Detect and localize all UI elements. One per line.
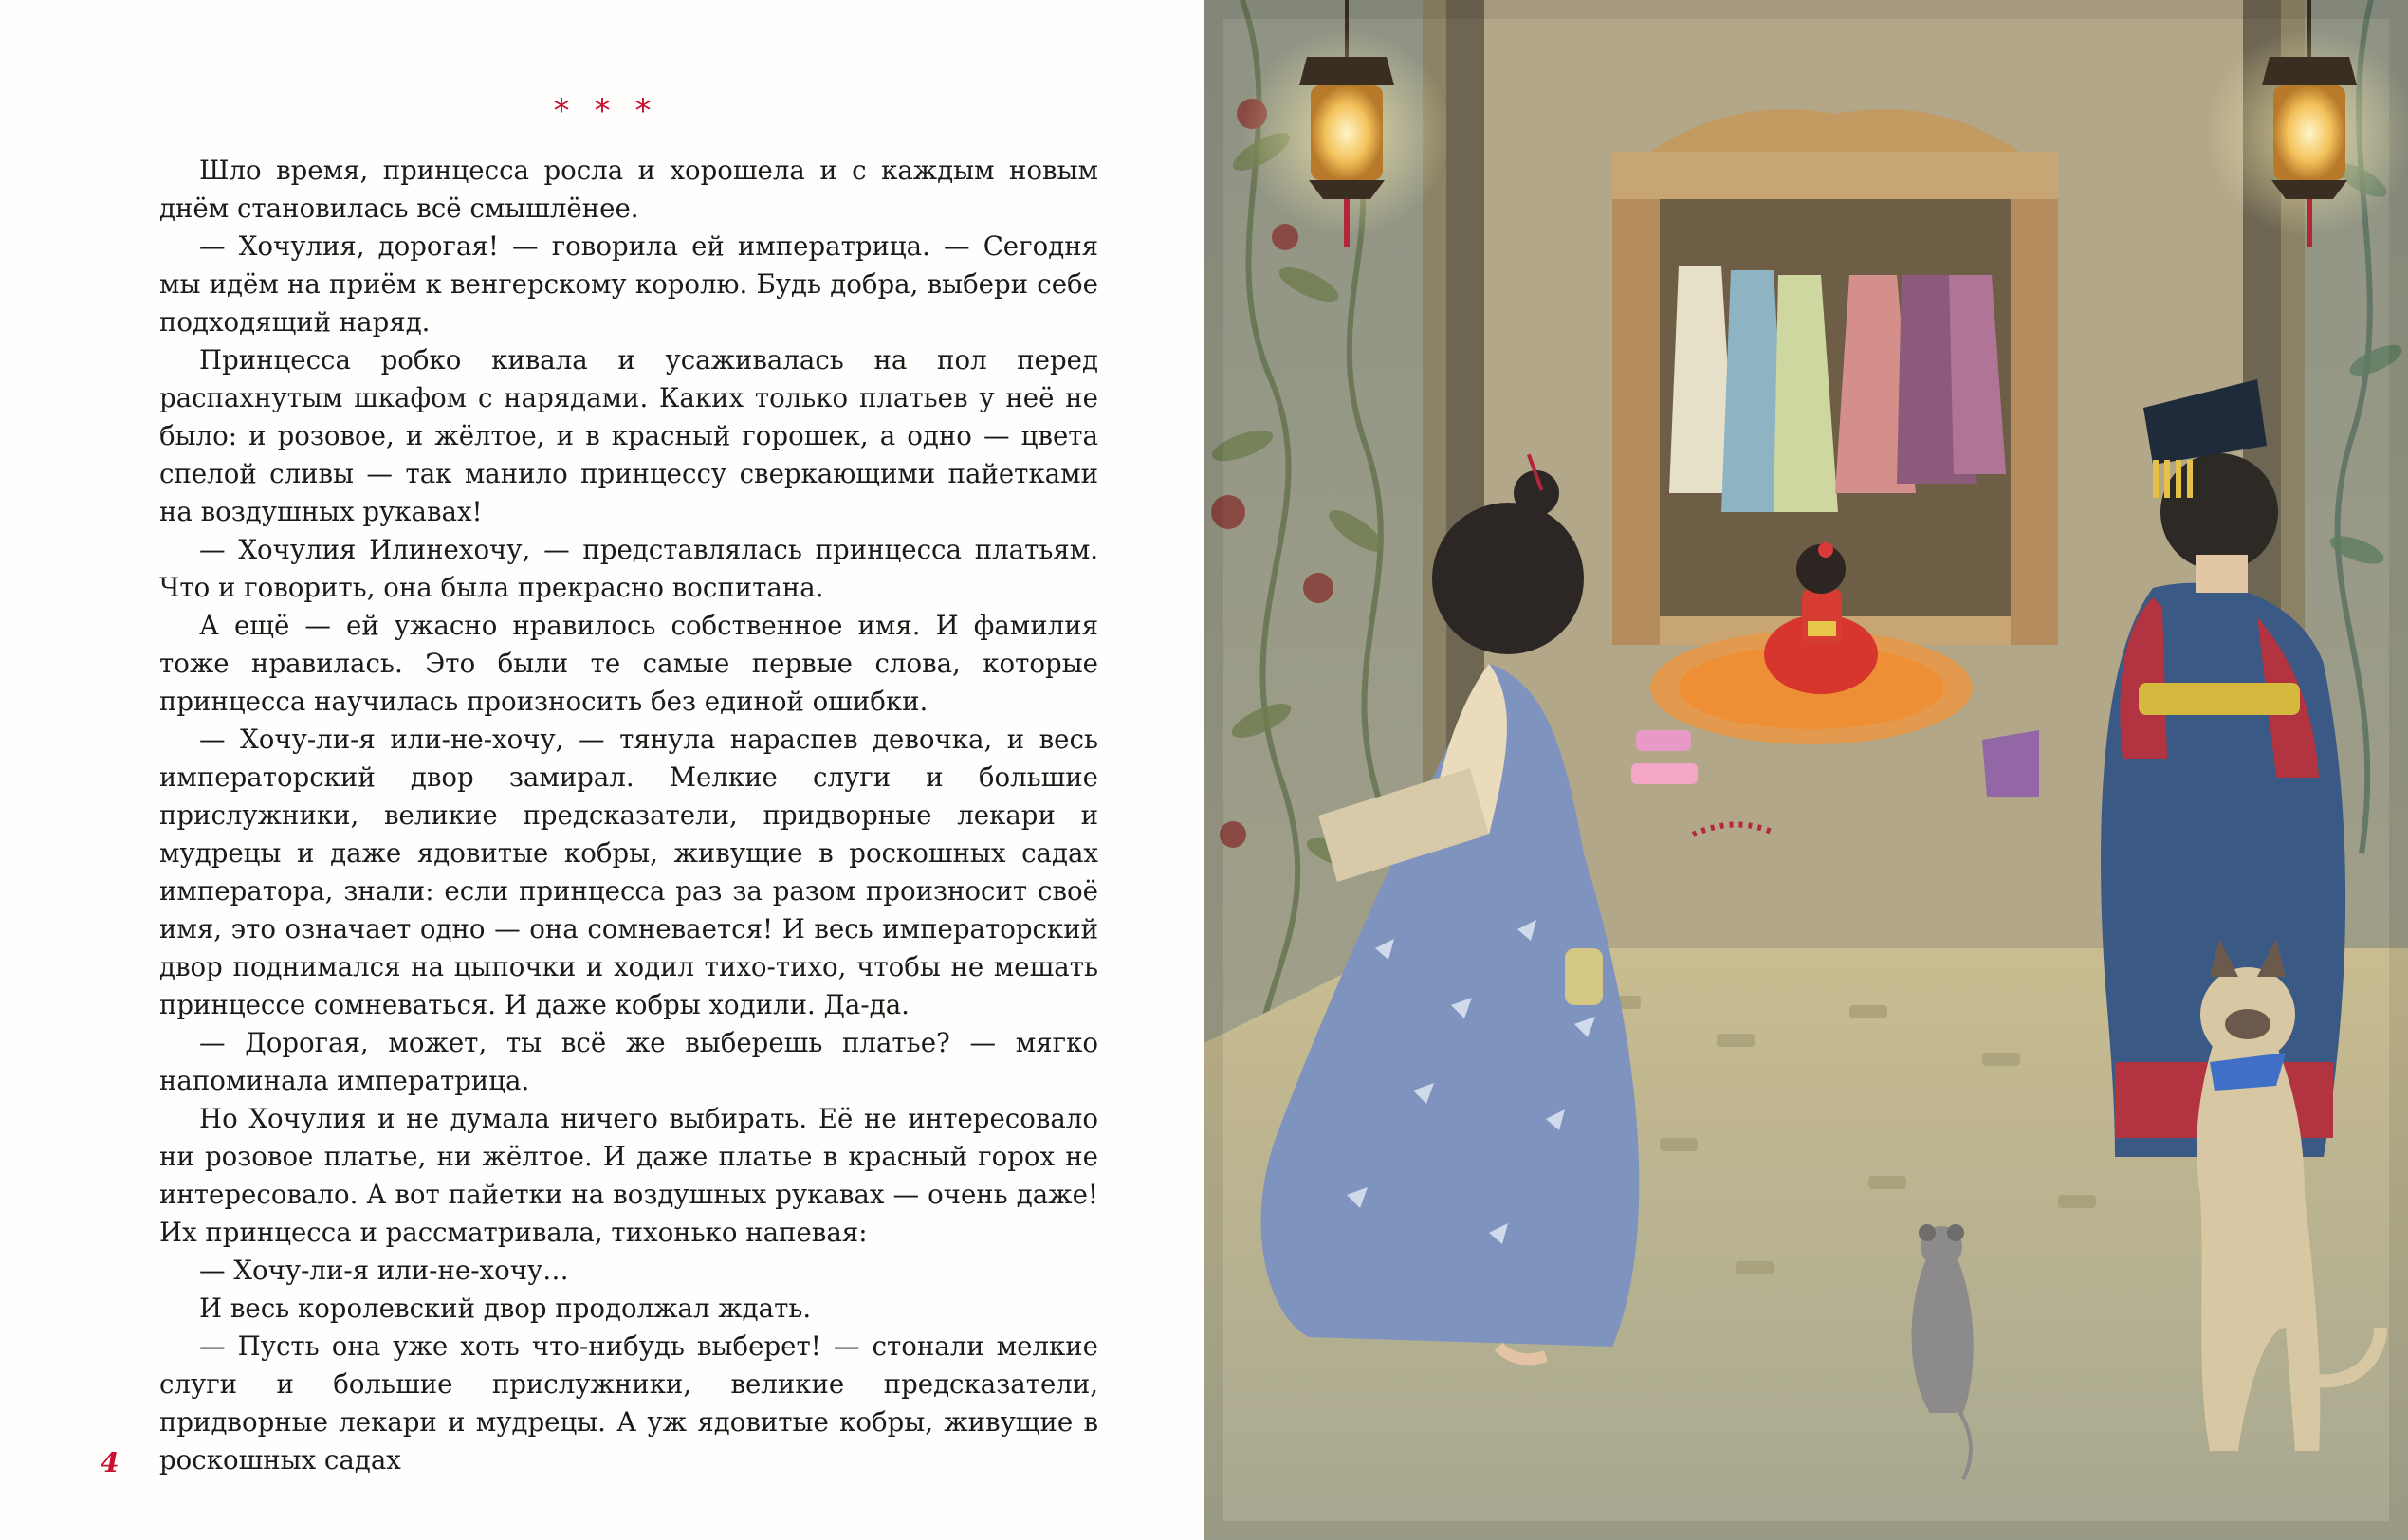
paragraph: — Хочу-ли-я или-не-хочу, — тянула нараспев девочка, и весь императорский двор замирал. Мелкие слуги и большие прислужники, великие предсказатели, придворные лекари и мудрецы и даже ядовитые кобры, живущие в роскошных садах императора, знали: если принцесса раз за разом произносит своё имя, это означает одно — она сомневается! И весь императорский двор поднимался на цыпочки и ходил тихо-тихо, чтобы не мешать принцессе сомневаться. И даже кобры ходили. Да-да. xyxy=(159,724,1098,1020)
story-text xyxy=(159,152,1098,1479)
page-number: 4 xyxy=(101,1447,119,1478)
paragraph: Шло время, принцесса росла и хорошела и с каждым новым днём становилась всё смышлёнее. xyxy=(159,155,1098,224)
paragraph: Но Хочулия и не думала ничего выбирать. Её не интересовало ни розовое платье, ни жёлтое. И даже платье в красный горох не интересовало. А вот пайетки на воздушных рукавах — очень даже! Их принцесса и рассматривала, тихонько напевая: xyxy=(159,1103,1098,1248)
ornament-star-icon: * xyxy=(594,92,611,130)
paragraph: — Дорогая, может, ты всё же выберешь платье? — мягко напоминала императрица. xyxy=(159,1027,1098,1096)
paragraph: — Хочу-ли-я или-не-хочу… xyxy=(199,1255,569,1286)
paragraph: — Хочулия, дорогая! — говорила ей императрица. — Сегодня мы идём на приём к венгерскому королю. Будь добра, выбери себе подходящий наряд. xyxy=(159,230,1098,338)
paragraph: И весь королевский двор продолжал ждать. xyxy=(199,1292,812,1324)
ornament-star-icon: * xyxy=(553,92,570,130)
story-illustration xyxy=(1204,0,2408,1540)
paragraph: — Пусть она уже хоть что-нибудь выберет! — стонали мелкие слуги и большие прислужники, великие предсказатели, придворные лекари и мудрецы. А уж ядовитые кобры, живущие в роскошных садах xyxy=(159,1330,1098,1476)
palace-scene-illustration xyxy=(1204,0,2408,1540)
paragraph: — Хочулия Илинехочу, — представлялась принцесса платьям. Что и говорить, она была прекрасно воспитана. xyxy=(159,534,1098,603)
paragraph: А ещё — ей ужасно нравилось собственное имя. И фамилия тоже нравилась. Это были те самые первые слова, которые принцесса научилась произносить без единой ошибки. xyxy=(159,610,1098,717)
section-ornament xyxy=(0,92,1204,130)
paragraph: Принцесса робко кивала и усаживалась на пол перед распахнутым шкафом с нарядами. Каких только платьев у неё не было: и розовое, и жёлтое, и в красный горошек, а одно — цвета спелой сливы — так манило принцессу сверкающими пайетками на воздушных рукавах! xyxy=(159,344,1098,527)
ornament-star-icon: * xyxy=(634,92,652,130)
